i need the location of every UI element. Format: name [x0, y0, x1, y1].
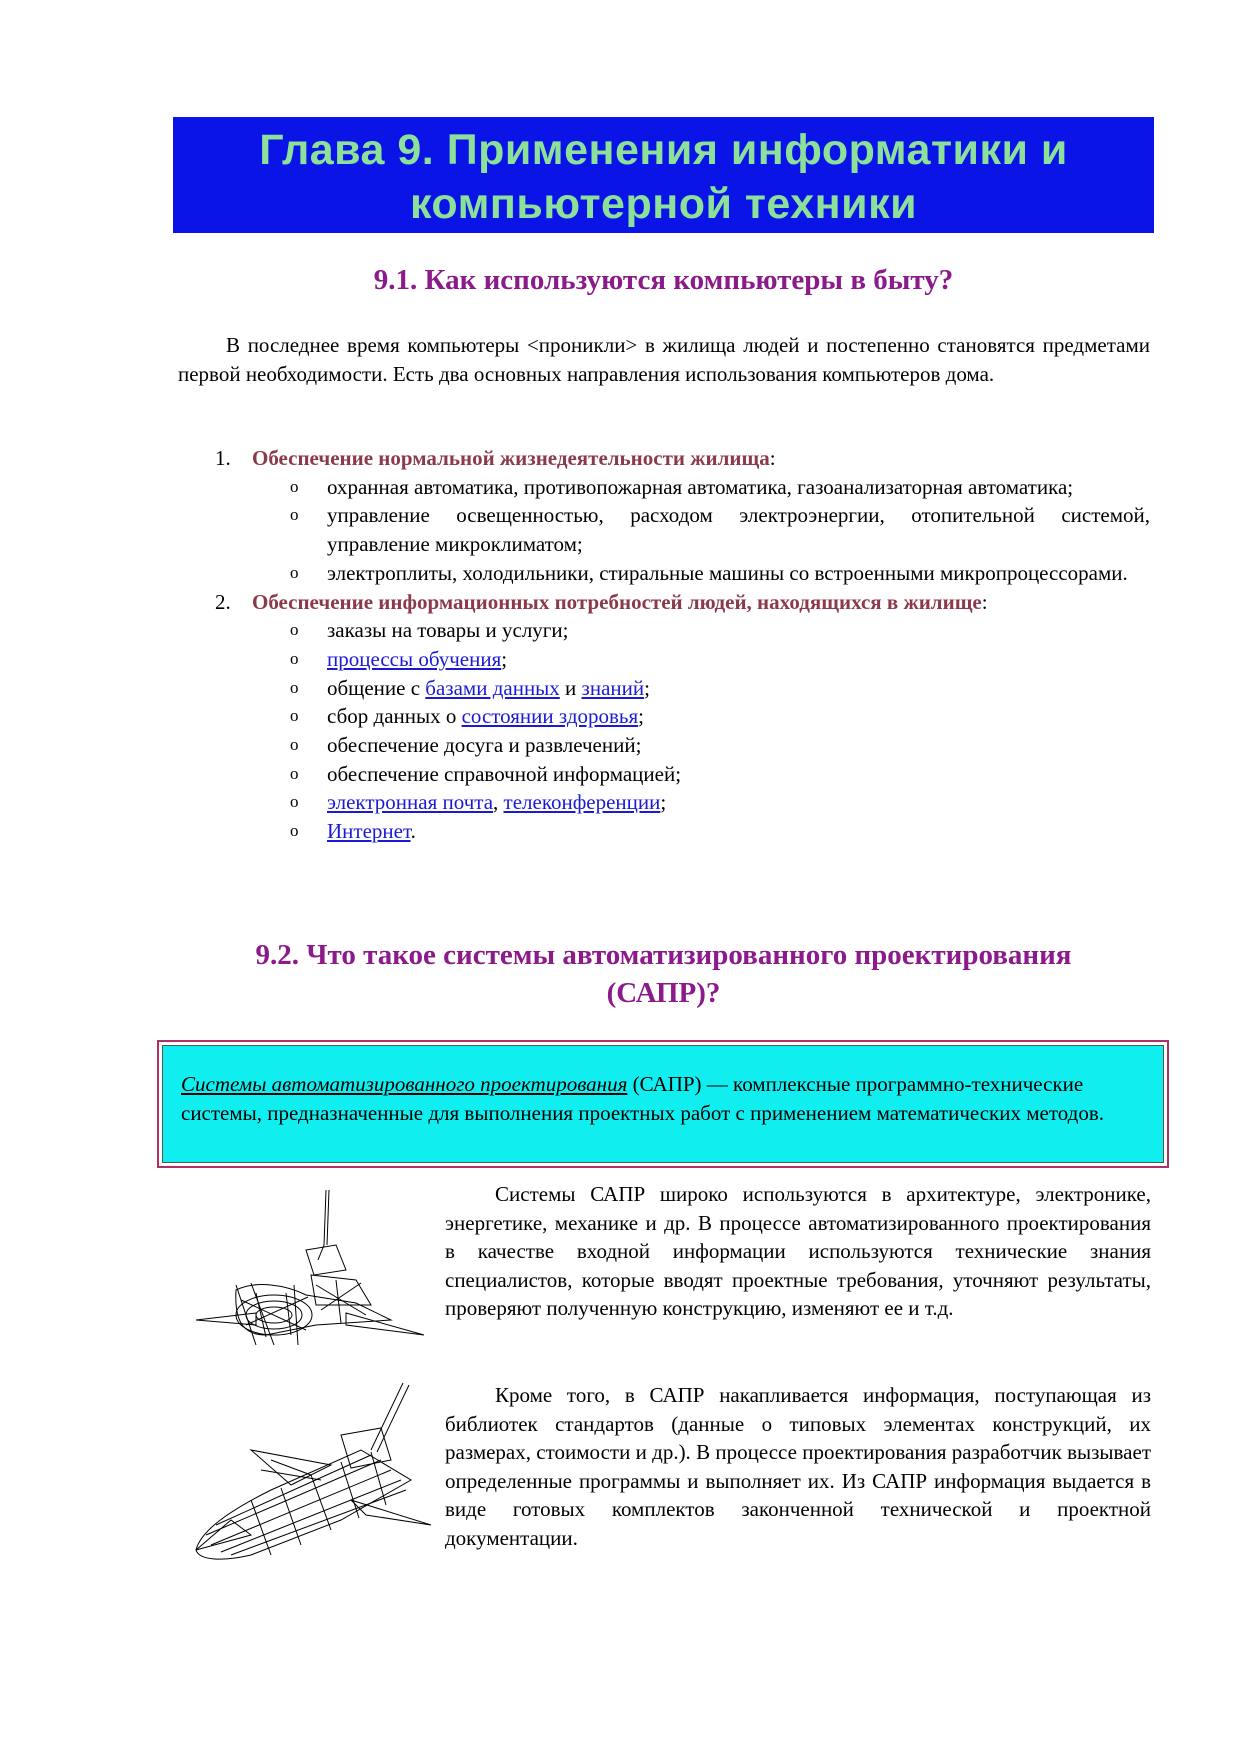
- bullet-icon: o: [290, 505, 299, 525]
- list-item: [178, 444, 1150, 473]
- link-databases[interactable]: базами данных: [425, 675, 560, 700]
- shuttle-wireframe-image-1: [196, 1185, 426, 1350]
- bullet-icon: o: [290, 792, 299, 812]
- section-1-title: 9.1. Как используются компьютеры в быту?: [373, 264, 954, 296]
- chapter-title-banner: [173, 117, 1154, 233]
- sub-item-text: обеспечение досуга и развлечений;: [327, 733, 642, 758]
- section-2-title-line2: (САПР)?: [606, 977, 721, 1009]
- definition-box: [157, 1040, 1169, 1168]
- list-item: [178, 588, 1150, 617]
- section-2-paragraph-2: Кроме того, в САПР накапливается информация, поступающая из библиотек стандартов (данные о типовых элементах конструкций, их размерах, стоимости и др.). В процессе проектирования разработчик вызывает определенные программы и выполняет их. Из САПР информация выдается в виде готовых комплектов законченной технической и проектной документации.: [445, 1383, 1151, 1550]
- sub-item-text: общение с: [327, 675, 426, 700]
- bullet-icon: o: [290, 620, 299, 640]
- section-2-title: [173, 936, 1154, 1012]
- sub-item-text: ;: [644, 675, 650, 700]
- link-email[interactable]: электронная почта: [327, 790, 494, 815]
- bullet-icon: o: [290, 706, 299, 726]
- definition-text: [162, 1045, 1164, 1163]
- section-1-intro: В последнее время компьютеры <проникли> в жилища людей и постепенно становятся предметами первой необходимости. Есть два основных направления использования компьютеров дома.: [178, 333, 1150, 386]
- sub-item: [178, 731, 1150, 760]
- sub-item: [178, 473, 1150, 502]
- definition-rest: (САПР) — комплексные программно-технические системы, предназначенные для выполнения проектных работ с применением математических методов.: [181, 1072, 1104, 1125]
- sub-item-text: электроплиты, холодильники, стиральные машины со встроенными микропроцессорами.: [327, 560, 1128, 585]
- section-2-paragraph-1: Системы САПР широко используются в архитектуре, электронике, энергетике, механике и др. В процессе автоматизированного проектирования в качестве входной информации используются технические знания специалистов, которые вводят проектные требования, уточняют результаты, проверяют полученную конструкцию, изменяют ее и т.д.: [445, 1182, 1151, 1320]
- sub-item-text: ,: [493, 790, 504, 815]
- usage-list: [178, 444, 1150, 846]
- sub-item-text: охранная автоматика, противопожарная автоматика, газоанализаторная автоматика;: [327, 474, 1074, 499]
- link-knowledge[interactable]: знаний: [581, 675, 645, 700]
- list-heading-colon: :: [769, 446, 776, 470]
- link-teleconferences[interactable]: телеконференции: [503, 790, 661, 815]
- list-heading: Обеспечение информационных потребностей людей, находящихся в жилище: [252, 589, 982, 614]
- chapter-title-line2: компьютерной техники: [409, 180, 918, 228]
- definition-term-link[interactable]: Системы автоматизированного проектирования: [181, 1072, 628, 1096]
- bullet-icon: o: [290, 677, 299, 697]
- sub-item: [178, 788, 1150, 817]
- sub-item: [178, 645, 1150, 674]
- sub-item: [178, 760, 1150, 789]
- bullet-icon: o: [290, 821, 299, 841]
- chapter-title-line1: Глава 9. Применения информатики и: [259, 126, 1068, 174]
- sub-item-text: заказы на товары и услуги;: [327, 618, 569, 643]
- link-health[interactable]: состоянии здоровья: [461, 704, 639, 729]
- sub-item: [178, 559, 1150, 588]
- list-heading: Обеспечение нормальной жизнедеятельности жилища: [252, 446, 770, 470]
- list-heading-colon: :: [981, 589, 988, 614]
- bullet-icon: o: [290, 476, 299, 496]
- sub-item: [178, 616, 1150, 645]
- bullet-icon: o: [290, 562, 299, 582]
- bullet-icon: o: [290, 648, 299, 668]
- sub-item: [178, 702, 1150, 731]
- sub-item-text: управление освещенностью, расходом электроэнергии, отопительной системой, управление микроклиматом;: [327, 503, 1150, 557]
- bullet-icon: o: [290, 763, 299, 783]
- sub-item-text: обеспечение справочной информацией;: [327, 761, 682, 786]
- sub-item-text: ;: [638, 704, 644, 729]
- sub-item-text: .: [410, 819, 416, 844]
- sub-item-text: ;: [660, 790, 667, 815]
- sub-item-text: ;: [501, 646, 508, 671]
- shuttle-wireframe-image-2: [191, 1380, 436, 1565]
- sub-item-text: сбор данных о: [327, 704, 462, 729]
- section-2-title-line1: 9.2. Что такое системы автоматизированного проектирования: [255, 939, 1072, 971]
- bullet-icon: o: [290, 735, 299, 755]
- sub-item: [178, 817, 1150, 846]
- list-number: 2.: [215, 589, 231, 614]
- sub-item-text: и: [559, 675, 582, 700]
- link-learning[interactable]: процессы обучения: [327, 646, 502, 671]
- sub-item: [178, 674, 1150, 703]
- link-internet[interactable]: Интернет: [327, 819, 411, 844]
- list-number: 1.: [215, 446, 231, 470]
- sub-item: [178, 501, 1150, 558]
